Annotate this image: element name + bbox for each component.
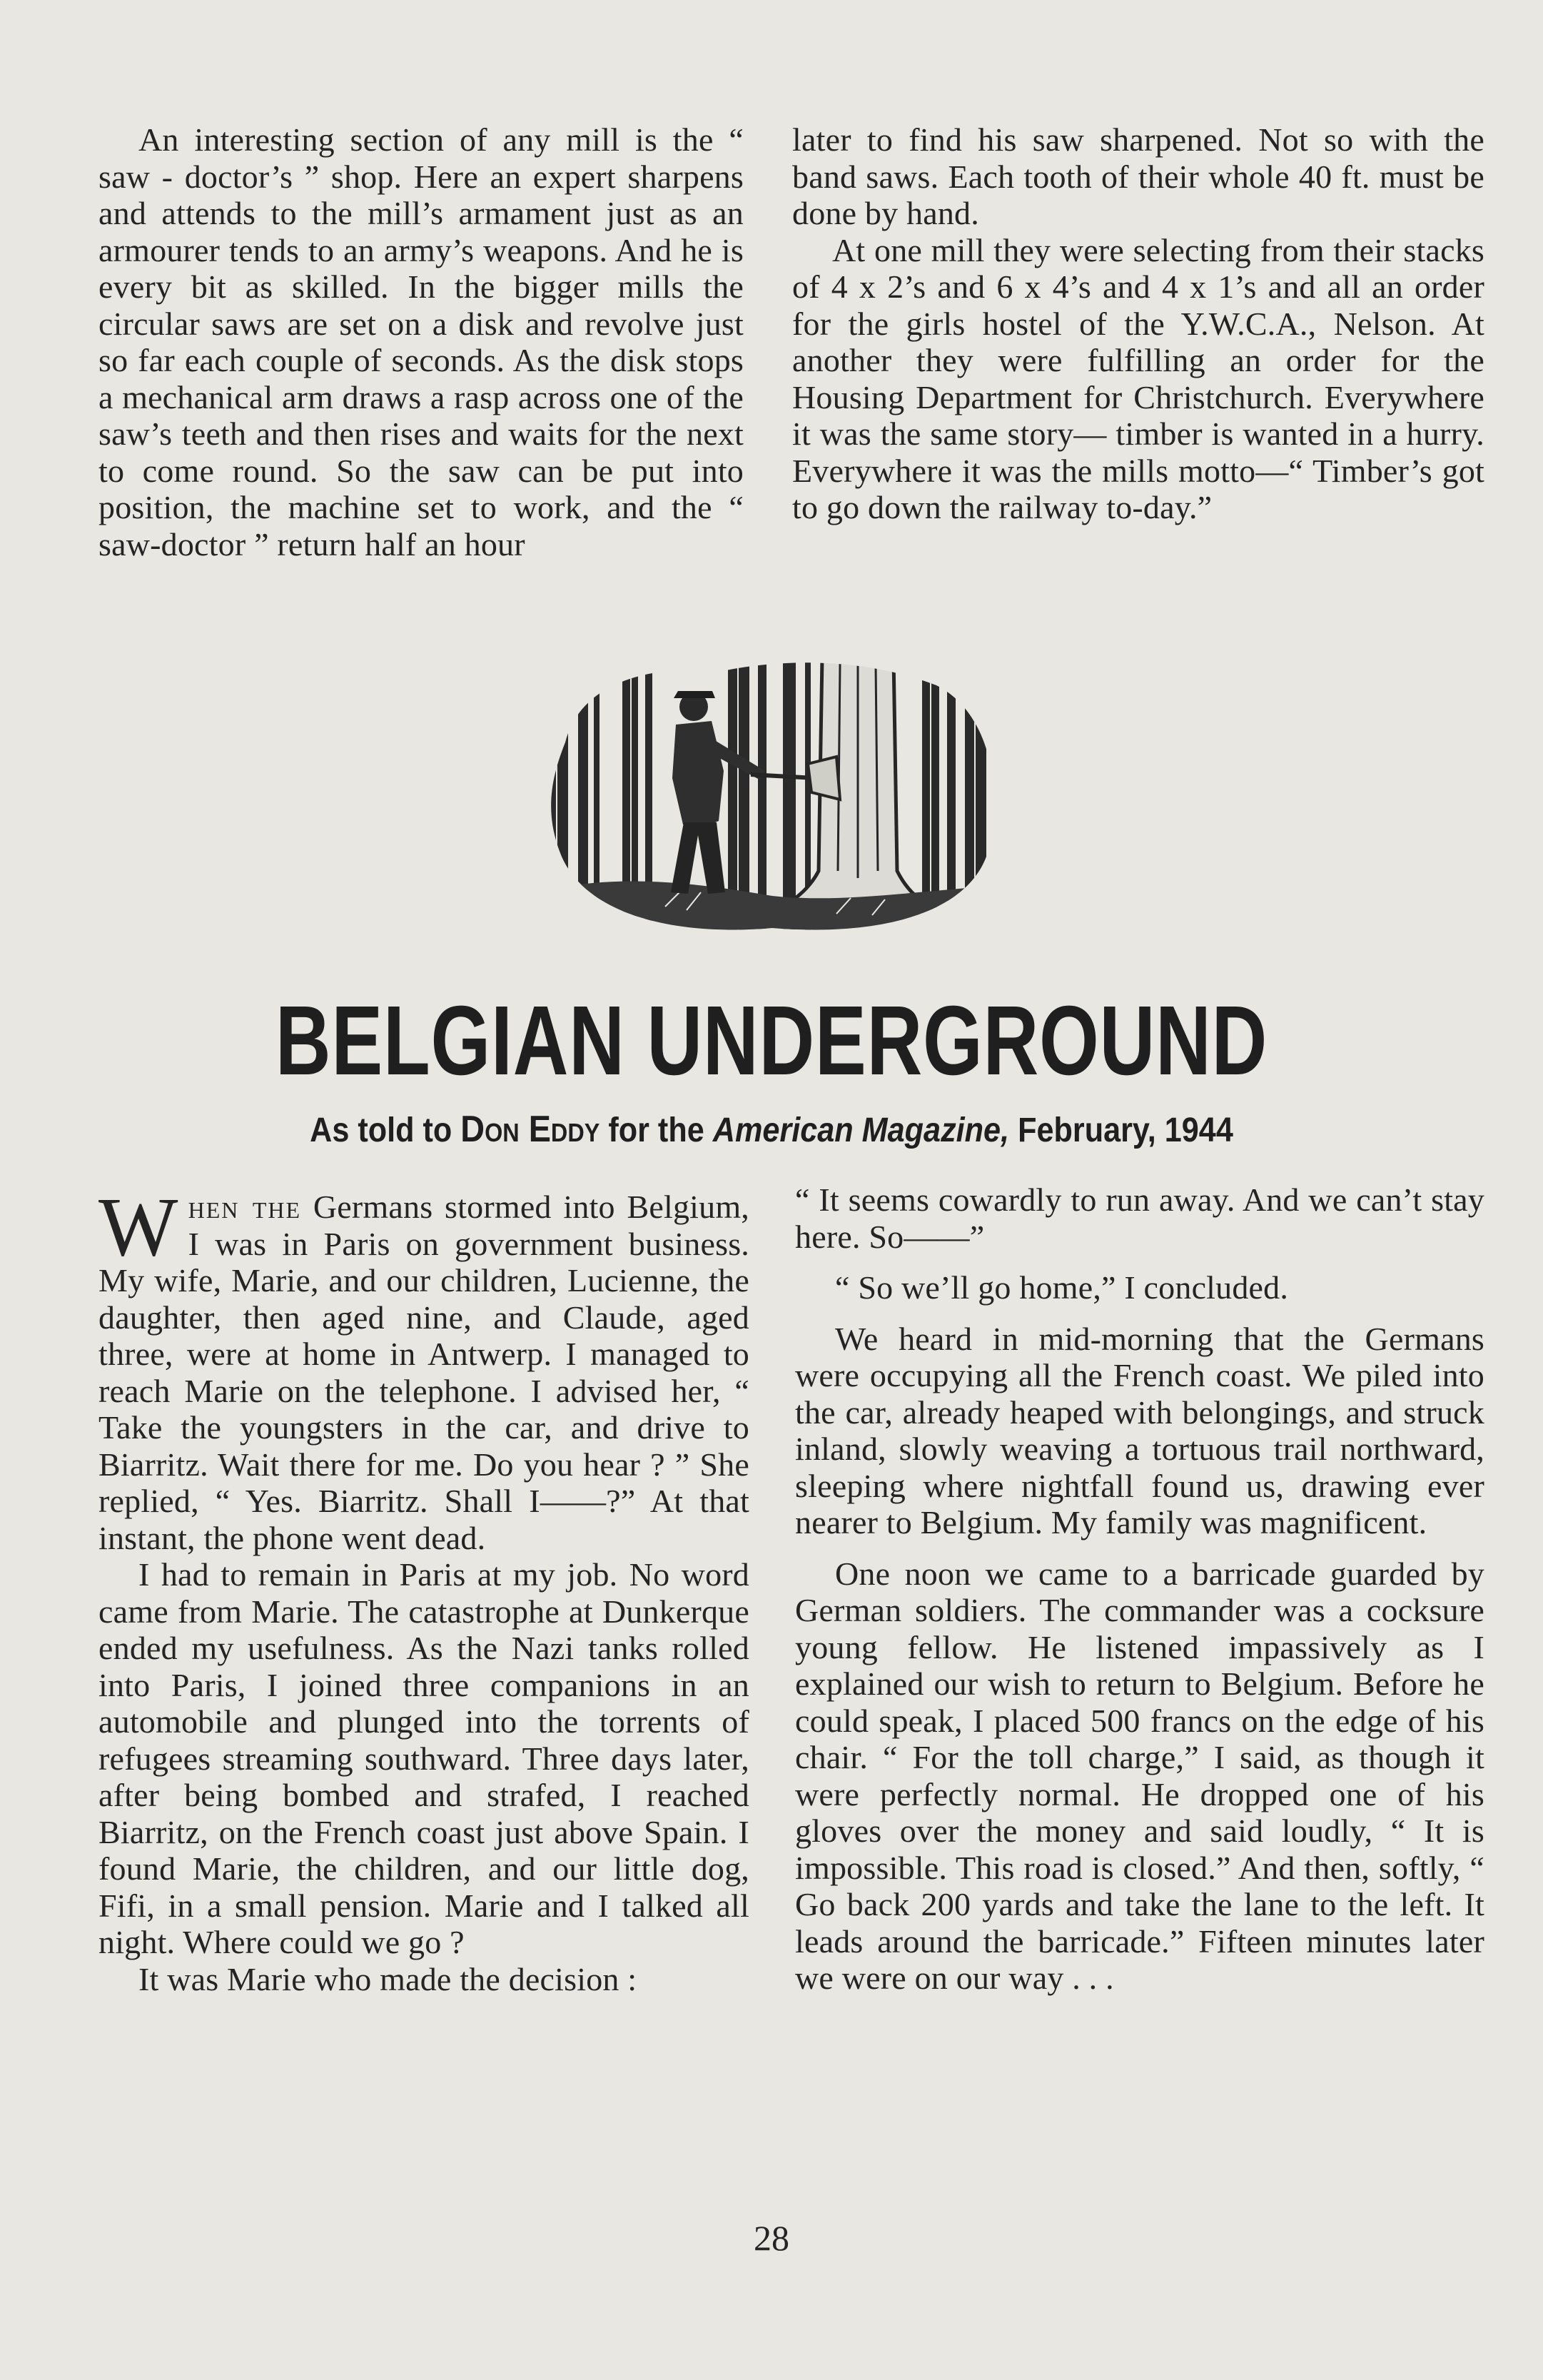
article-byline <box>77 1108 1466 1152</box>
byline-mid: for the <box>608 1111 704 1149</box>
story-paragraph-5: “ So we’ll go home,” I concluded. <box>835 1269 1289 1306</box>
story-paragraph-2: I had to remain in Paris at my job. No word came from Marie. The catastrophe at Dunkerque ended my usefulness. As the Nazi tanks rolled into Paris, I joined three companions in an automobile and plunged into the torrents of refugees streaming southward. Three days later, after being bombed and strafed, I reached Biarritz, on the French coast just above Spain. I found Marie, the children, and our little dog, Fifi, in a small pension. Marie and I talked all night. Where could we go ? <box>98 1556 749 1960</box>
byline-author: Don Eddy <box>460 1109 600 1150</box>
lead-smallcaps: hen the <box>188 1189 302 1225</box>
byline-magazine: American Magazine, <box>712 1111 1010 1149</box>
byline-date: February, 1944 <box>1018 1111 1233 1149</box>
drop-cap: W <box>98 1180 178 1274</box>
story-left-column <box>98 1180 750 1997</box>
band-saw-paragraph: later to find his saw sharpened. Not so with the band saws. Each tooth of their whole 40 ft. must be done by hand. <box>792 121 1484 231</box>
story-paragraph-3: It was Marie who made the decision : <box>138 1960 637 1997</box>
story-opening-paragraph <box>98 1180 750 1556</box>
story-paragraph-6: We heard in mid-morning that the Germans were occupying all the French coast. We piled into the car, already heaped with belongings, and struck inland, slowly weaving a tortuous trail northward, sleeping where nightfall found us, drawing ever nearer to Belgium. My family was magnificent. <box>795 1320 1484 1541</box>
top-right-column <box>792 121 1484 526</box>
lumberjack-illustration <box>537 657 1001 935</box>
story-paragraph-7: One noon we came to a barricade guarded by German soldiers. The commander was a cocksure young fellow. He listened impassively as I explained our wish to return to Belgium. Before he could speak, I placed 500 francs on the edge of his chair. “ For the toll charge,” I said, as though it were perfectly normal. He dropped one of his gloves over the money and said loudly, “ It is impossible. This road is closed.” And then, softly, “ Go back 200 yards and take the lane to the left. It leads around the barricade.” Fifteen minutes later we were on our way . . . <box>795 1555 1484 1996</box>
page-number: 28 <box>754 2218 789 2258</box>
story-right-column <box>795 1181 1484 1997</box>
story-paragraph-4: “ It seems cowardly to run away. And we can’t stay here. So——” <box>795 1181 1484 1255</box>
byline-prefix: As told to <box>310 1111 452 1149</box>
top-left-column <box>98 121 744 563</box>
opening-text: Germans stormed into Belgium, I was in Paris on government business. My wife, Marie, and our children, Lucienne, the daughter, then aged nine, and Claude, aged three, were at home in Antwerp. I managed to reach Marie on the telephone. I advised her, “ Take the youngsters in the car, and drive to Biarritz. Wait there for me. Do you hear ? ” She replied, “ Yes. Biarritz. Shall I——?” At that instant, the phone went dead. <box>98 1189 750 1556</box>
saw-doctor-paragraph: An interesting section of any mill is the “ saw - doctor’s ” shop. Here an expert sharpens and attends to the mill’s armament just as an armourer tends to an army’s weapons. And he is every bit as skilled. In the bigger mills the circular saws are set on a disk and revolve just so far each couple of seconds. As the disk stops a mechanical arm draws a rasp across one of the saw’s teeth and then rises and waits for the next to come round. So the saw can be put into position, the machine set to work, and the “ saw-doctor ” return half an hour <box>98 121 744 563</box>
article-headline: BELGIAN UNDERGROUND <box>275 986 1268 1096</box>
timber-order-paragraph: At one mill they were selecting from their stacks of 4 x 2’s and 6 x 4’s and 4 x 1’s and all an order for the girls hostel of the Y.W.C.A., Nelson. At another they were fulfilling an order for the Housing Department for Christchurch. Everywhere it was the same story— timber is wanted in a hurry. Everywhere it was the mills motto—“ Timber’s got to go down the railway to-day.” <box>792 231 1484 525</box>
